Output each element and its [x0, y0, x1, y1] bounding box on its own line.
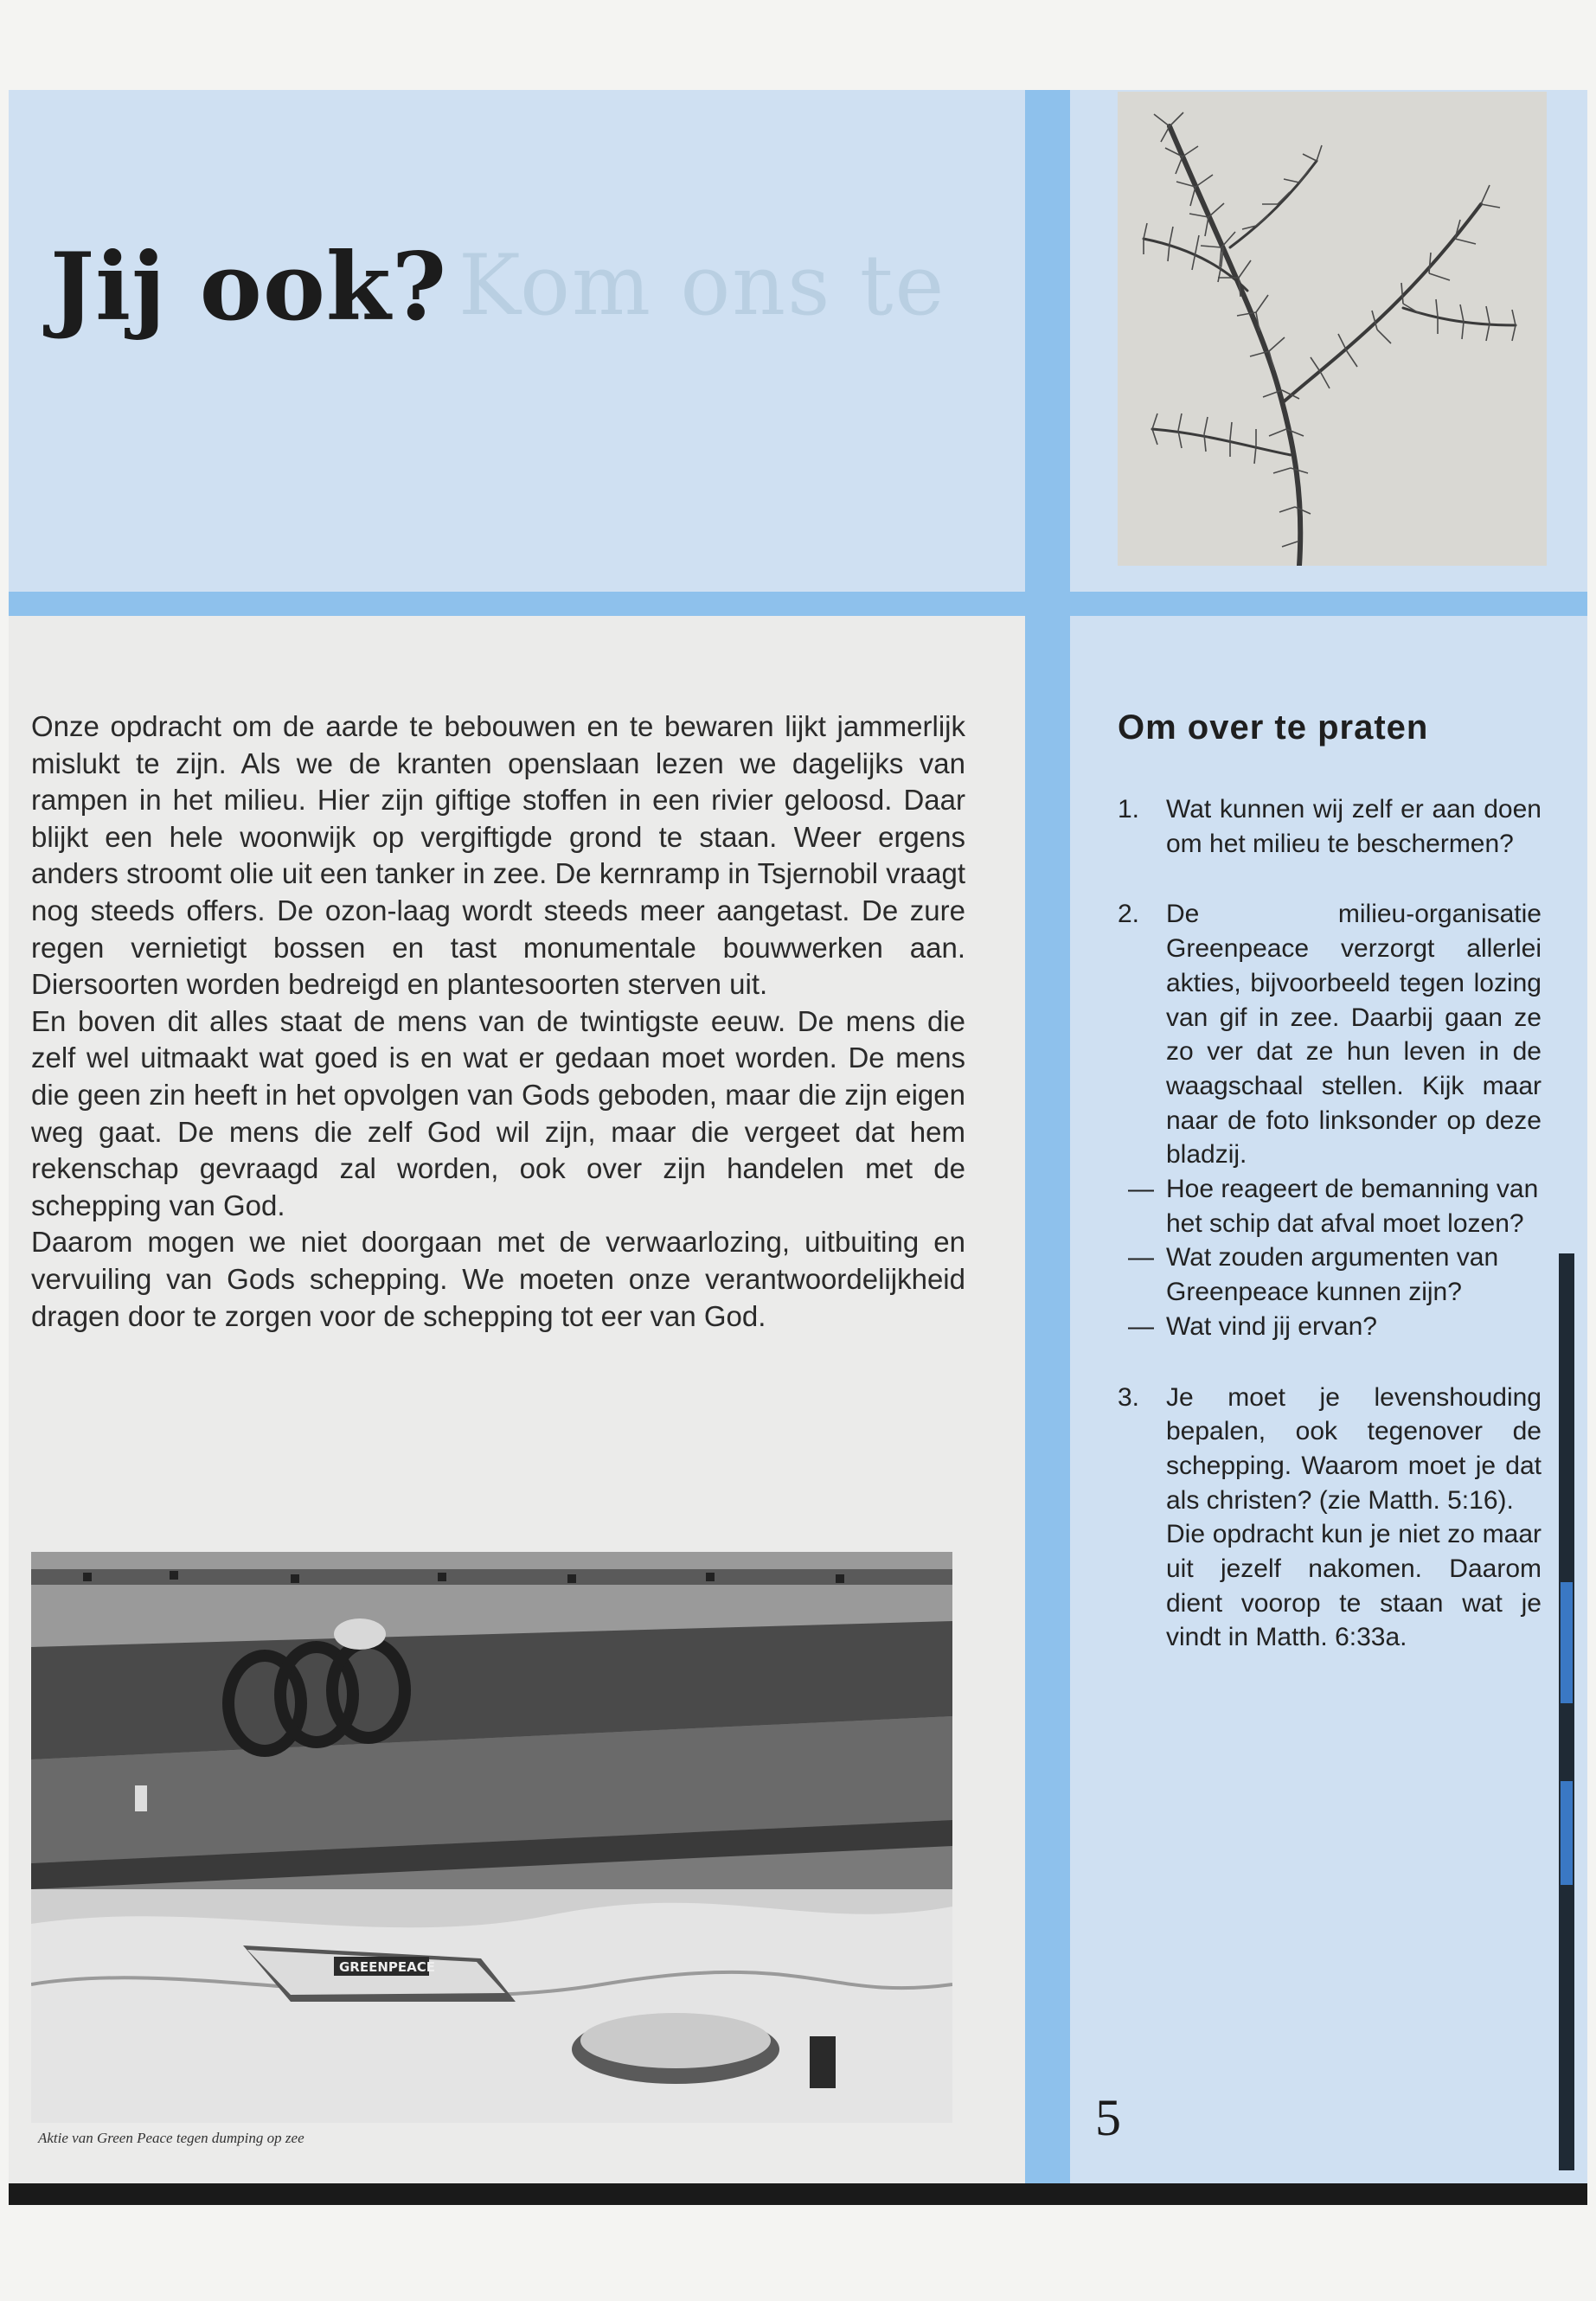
bottom-edge-strip	[9, 2183, 1587, 2205]
question-text: Je moet je levenshouding bepalen, ook tegenover de schepping. Waarom moet je dat als christen? (zie Matth. 5:16).	[1166, 1382, 1542, 1515]
discussion-questions	[1118, 792, 1550, 1655]
photo-caption: Aktie van Green Peace tegen dumping op zee	[38, 2130, 304, 2146]
question-3	[1118, 1381, 1550, 1656]
question-number: 2.	[1118, 900, 1140, 929]
page-number: 5	[1095, 2089, 1121, 2146]
main-article-text	[31, 708, 965, 1335]
pine-branch-illustration	[1118, 92, 1547, 566]
paragraph-3: Daarom mogen we niet doorgaan met de verwaarlozing, uitbuiting en vervuiling van Gods schepping. We moeten onze verantwoordelijkheid dragen door te zorgen voor de schepping tot eer van God.	[31, 1226, 965, 1332]
question-1	[1118, 792, 1550, 861]
magazine-page	[9, 90, 1587, 2205]
question-number: 3.	[1118, 1382, 1140, 1412]
sub-question-text: Wat zouden argumenten van Greenpeace kunnen zijn?	[1166, 1243, 1499, 1307]
boat-greenpeace-label: GREENPEACE	[339, 1959, 436, 1975]
vertical-blue-bar	[1025, 90, 1070, 2205]
dash-marker: —	[1128, 1311, 1154, 1341]
pine-branch-photo	[1118, 92, 1547, 566]
paragraph-1: Onze opdracht om de aarde te bebouwen en te bewaren lijkt jammerlijk mislukt te zijn. Als we de kranten openslaan lezen we dagelijks van rampen in het milieu. Hier zijn giftige stoffen in een rivier geloosd. Daar blijkt een hele woonwijk op vergiftigde grond te staan. Weer ergens anders stroomt olie uit een tanker in zee. De kernramp in Tsjernobil vraagt nog steeds offers. De ozon-laag wordt steeds meer aangetast. De zure regen vernietigt bossen en tast monumentale bouwwerken aan. Diersoorten worden bedreigd en plantesoorten sterven uit.	[31, 710, 965, 1001]
sub-question	[1116, 1310, 1550, 1344]
sub-question-text: Hoe reageert de bemanning van het schip dat afval moet lozen?	[1166, 1175, 1539, 1238]
sub-question-text: Wat vind jij ervan?	[1166, 1311, 1377, 1341]
question-2	[1118, 897, 1550, 1172]
next-page-edge	[1559, 1253, 1574, 2170]
page-title: Jij ook?	[50, 233, 447, 342]
question-text: Wat kunnen wij zelf er aan doen om het milieu te beschermen?	[1166, 795, 1542, 858]
greenpeace-boat-illustration	[31, 1552, 952, 2123]
horizontal-blue-bar	[9, 592, 1587, 616]
sidebar-heading: Om over te praten	[1118, 708, 1429, 747]
question-number: 1.	[1118, 795, 1140, 824]
question-text-continued: Die opdracht kun je niet zo maar uit jezelf nakomen. Daarom dient voorop te staan wat je vindt in Matth. 6:33a.	[1166, 1520, 1542, 1652]
edge-blue-mark	[1561, 1781, 1573, 1885]
dash-marker: —	[1128, 1243, 1154, 1272]
edge-blue-mark	[1561, 1582, 1573, 1703]
dash-marker: —	[1128, 1175, 1154, 1204]
greenpeace-action-photo	[31, 1552, 952, 2123]
sub-question	[1116, 1172, 1550, 1240]
question-text: De milieu-organisatie Greenpeace verzorgt allerlei akties, bijvoorbeeld tegen lozing van gif in zee. Daarbij gaan ze zo ver dat ze hun leven in de waagschaal stellen. Kijk maar naar de foto linksonder op deze bladzij.	[1166, 900, 1542, 1170]
ghost-title-show-through: Kom ons te	[458, 237, 946, 334]
sub-question	[1116, 1240, 1550, 1309]
paragraph-2: En boven dit alles staat de mens van de twintigste eeuw. De mens die zelf wel uitmaakt wat goed is en wat er gedaan moet worden. De mens die geen zin heeft in het opvolgen van Gods geboden, maar die zijn eigen weg gaat. De mens die zelf God wil zijn, maar die vergeet dat hem rekenschap gevraagd zal worden, ook over zijn handelen met de schepping van God.	[31, 1004, 965, 1221]
